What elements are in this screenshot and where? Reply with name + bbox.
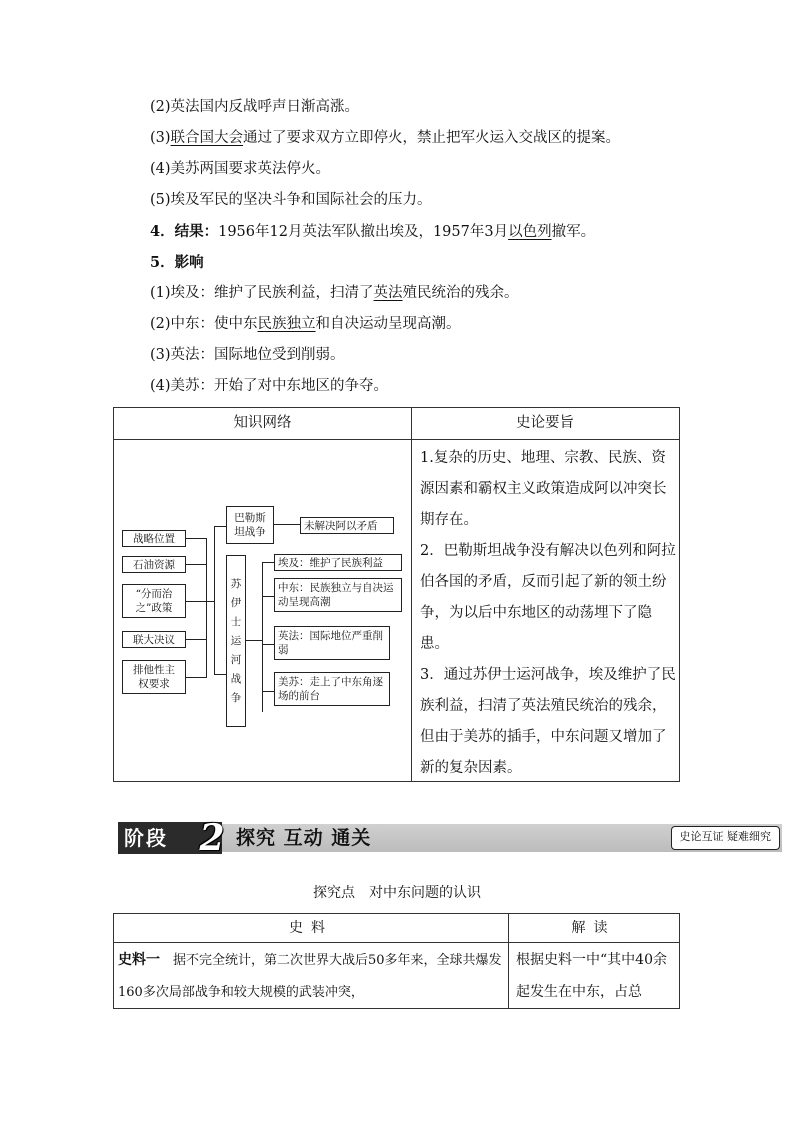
connector	[262, 644, 274, 645]
suez-war-box: 苏伊士运河战争	[226, 555, 246, 727]
source-header: 史料	[114, 914, 508, 943]
influence-2: (2)中东：使中东民族独立和自决运动呈现高潮。	[150, 316, 461, 332]
reading-header: 解读	[508, 914, 679, 943]
influence-4: (4)美苏：开始了对中东地区的争夺。	[150, 378, 389, 394]
key-point-2: 2．巴勒斯坦战争没有解决以色列和阿拉伯各国的矛盾，反而引起了新的领土纷争，为以后中东地区的动荡埋下了隐患。	[420, 543, 676, 652]
influence-heading: 5．影响	[150, 254, 204, 271]
section-text	[150, 92, 620, 402]
connector	[262, 691, 274, 692]
influence-3: (3)英法：国际地位受到削弱。	[150, 347, 345, 363]
connector	[214, 526, 215, 674]
cause-exclusive-sovereignty: 排他性主权要求	[122, 660, 186, 694]
war1-result: 未解决阿以矛盾	[300, 517, 394, 534]
connector	[186, 601, 206, 602]
cause-un-resolution: 联大决议	[122, 631, 186, 648]
connector	[186, 538, 206, 539]
stage-tag: 阶段	[118, 822, 222, 854]
connector	[206, 538, 207, 678]
key-point-1: 1.复杂的历史、地理、宗教、民族、资源因素和霸权主义政策造成阿以冲突长期存在。	[420, 450, 667, 528]
palestine-war-box: 巴勒斯坦战争	[226, 506, 274, 544]
reading-cell: 根据史料一中“其中40余起发生在中东，占总	[516, 952, 667, 1000]
item-5: (5)埃及军民的坚决斗争和国际社会的压力。	[150, 192, 432, 208]
key-points-header: 史论要旨	[411, 408, 679, 440]
connector	[262, 562, 274, 563]
inquiry-title: 探究点 对中东问题的认识	[313, 885, 481, 901]
connector	[186, 639, 206, 640]
connector	[214, 526, 226, 527]
cause-divide-and-rule: “分而治之”政策	[122, 584, 186, 618]
table-divider	[508, 914, 509, 1008]
connector	[214, 674, 226, 675]
suez-result-britain-france: 英法：国际地位严重削弱	[274, 626, 390, 660]
key-points	[420, 443, 676, 784]
item-4: (4)美苏两国要求英法停火。	[150, 161, 331, 177]
suez-result-middle-east: 中东：民族独立与自决运动呈现高潮	[274, 578, 402, 612]
stage-chip: 史论互证 疑难细究	[671, 826, 781, 850]
stage-title: 探究 互动 通关	[236, 827, 372, 849]
connector	[262, 596, 274, 597]
connector	[274, 524, 300, 525]
influence-1: (1)埃及：维护了民族利益，扫清了英法殖民统治的残余。	[150, 285, 519, 301]
summary-table	[113, 407, 680, 782]
cause-strategic-location: 战略位置	[122, 530, 186, 547]
column-divider	[411, 408, 412, 781]
knowledge-map	[114, 440, 411, 781]
cause-oil-resources: 石油资源	[122, 556, 186, 573]
suez-result-us-ussr: 美苏：走上了中东角逐场的前台	[274, 672, 390, 706]
stage-number: 2	[199, 817, 225, 859]
source-table	[113, 913, 680, 1009]
stage-banner	[118, 818, 782, 858]
key-point-3: 3．通过苏伊士运河战争，埃及维护了民族利益，扫清了英法殖民统治的残余，但由于美苏的插手，中东问题又增加了新的复杂因素。	[420, 667, 676, 776]
connector	[246, 640, 262, 641]
item-2: (2)英法国内反战呼声日渐高涨。	[150, 99, 360, 115]
connector	[186, 564, 206, 565]
source-cell: 史料一 据不完全统计，第二次世界大战后50多年来，全球共爆发160多次局部战争和较大规模的武装冲突，	[118, 952, 502, 1000]
connector	[206, 601, 214, 602]
connector	[186, 677, 206, 678]
suez-result-egypt: 埃及：维护了民族利益	[274, 554, 402, 571]
item-3: (3)联合国大会通过了要求双方立即停火，禁止把军火运入交战区的提案。	[150, 130, 621, 146]
connector	[262, 562, 263, 712]
knowledge-network-header: 知识网络	[114, 408, 411, 440]
result-line: 4．结果：1956年12月英法军队撤出埃及，1957年3月以色列撤军。	[150, 223, 596, 240]
